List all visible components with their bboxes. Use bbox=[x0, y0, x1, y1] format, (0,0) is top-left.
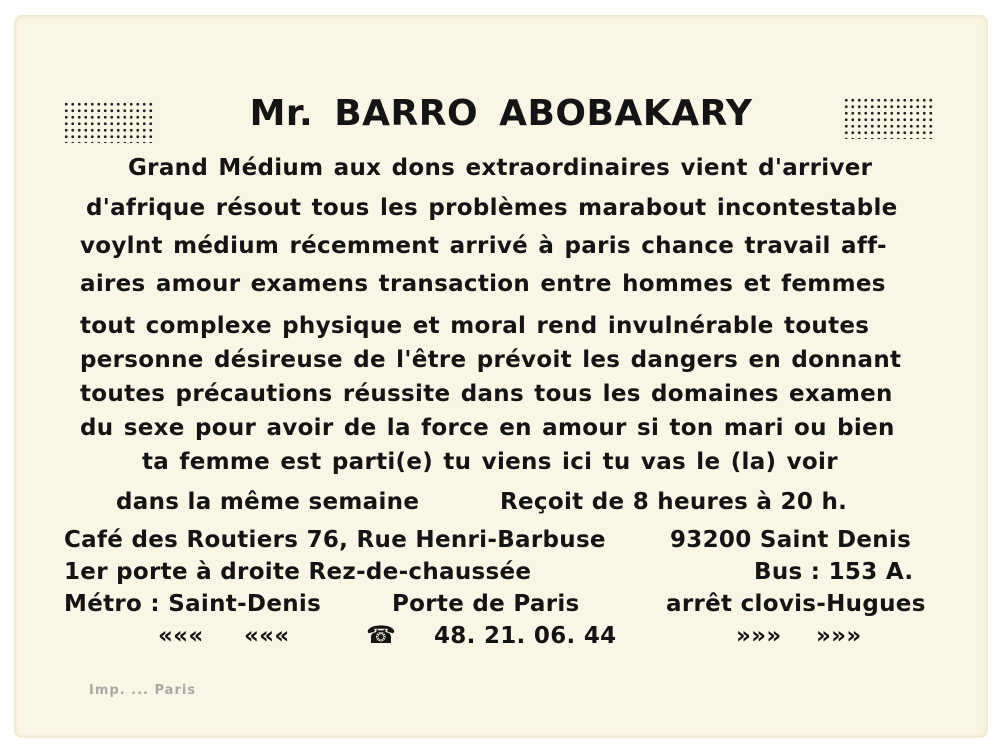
body-line: d'afrique résout tous les problèmes marabout incontestable bbox=[86, 195, 898, 221]
decor-quotes-left-2: ««« bbox=[244, 623, 290, 649]
decor-quotes-left-1: ««« bbox=[158, 623, 204, 649]
decor-quotes-right-1: »»» bbox=[736, 623, 782, 649]
address-floor: 1er porte à droite Rez-de-chaussée bbox=[64, 559, 532, 585]
body-line: toutes précautions réussite dans tous les domaines examen bbox=[80, 381, 893, 407]
decor-quotes-right-2: »»» bbox=[816, 623, 862, 649]
body-line: voylnt médium récemment arrivé à paris chance travail aff- bbox=[80, 233, 887, 259]
phone-number: 48. 21. 06. 44 bbox=[434, 623, 617, 649]
bus-stop: arrêt clovis-Hugues bbox=[666, 591, 926, 617]
body-line: tout complexe physique et moral rend invulnérable toutes bbox=[80, 313, 870, 339]
metro-info: Métro : Saint-Denis bbox=[64, 591, 322, 617]
bus-info: Bus : 153 A. bbox=[754, 559, 914, 585]
body-line: aires amour examens transaction entre hommes et femmes bbox=[80, 271, 886, 297]
printer-imprint: Imp. ... Paris bbox=[89, 683, 197, 698]
body-line: Grand Médium aux dons extraordinaires vient d'arriver bbox=[128, 155, 873, 181]
schedule-left: dans la même semaine bbox=[116, 489, 420, 515]
schedule-hours: Reçoit de 8 heures à 20 h. bbox=[500, 489, 848, 515]
body-line: personne désireuse de l'être prévoit les dangers en donnant bbox=[80, 347, 902, 373]
telephone-icon: ☎ bbox=[366, 621, 397, 649]
address-city: 93200 Saint Denis bbox=[670, 527, 912, 553]
metro-exit: Porte de Paris bbox=[392, 591, 580, 617]
body-line: du sexe pour avoir de la force en amour si ton mari ou bien bbox=[80, 415, 895, 441]
business-card bbox=[14, 15, 988, 738]
card-title: Mr. BARRO ABOBAKARY bbox=[249, 93, 753, 134]
body-line: ta femme est parti(e) tu viens ici tu vas le (la) voir bbox=[142, 449, 838, 475]
address-street: Café des Routiers 76, Rue Henri-Barbuse bbox=[64, 527, 606, 553]
